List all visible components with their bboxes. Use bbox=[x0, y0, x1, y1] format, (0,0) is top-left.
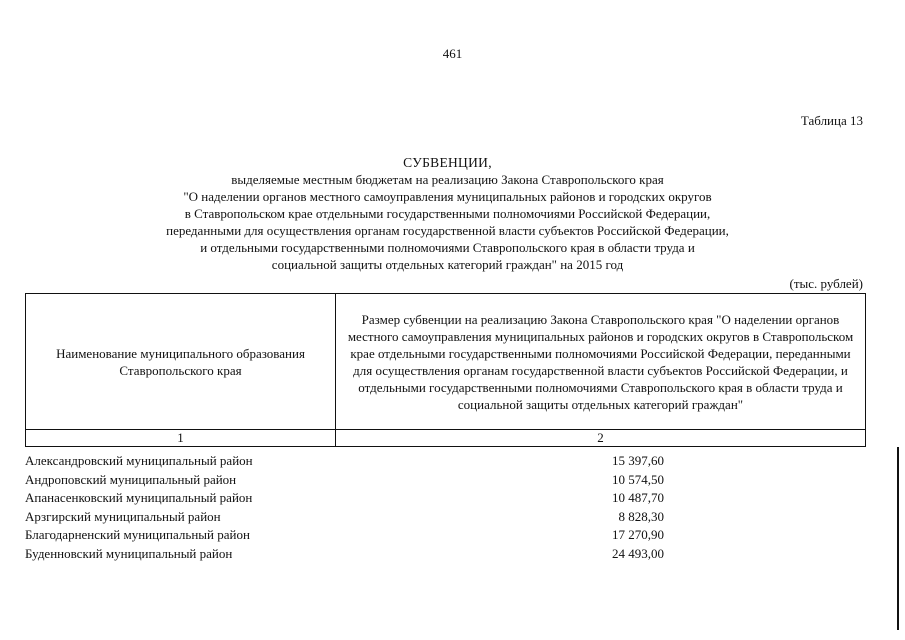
title-block bbox=[60, 154, 835, 273]
row-value: 8 828,30 bbox=[618, 508, 664, 524]
table-row bbox=[25, 489, 866, 508]
row-value: 10 574,50 bbox=[612, 471, 664, 487]
row-name: Александровский муниципальный район bbox=[25, 453, 253, 468]
units-label: (тыс. рублей) bbox=[789, 276, 863, 291]
title-line: социальной защиты отдельных категорий граждан" на 2015 год bbox=[271, 257, 624, 272]
table-row bbox=[25, 452, 866, 471]
title-line: выделяемые местным бюджетам на реализацию Закона Ставропольского края bbox=[231, 172, 664, 187]
page-number: 461 bbox=[442, 46, 463, 61]
row-name: Андроповский муниципальный район bbox=[25, 471, 237, 487]
title-line: в Ставропольском крае отдельными государственными полномочиями Российской Федерации, bbox=[184, 206, 711, 221]
header-municipality: Наименование муниципального образования Ставропольского края bbox=[26, 294, 336, 430]
row-name: Апанасенковский муниципальный район bbox=[25, 490, 253, 506]
table-label: Таблица 13 bbox=[800, 113, 863, 128]
row-value: 24 493,00 bbox=[612, 545, 664, 561]
row-name: Благодарненский муниципальный район bbox=[25, 527, 250, 543]
table-row bbox=[25, 545, 866, 564]
row-value: 10 487,70 bbox=[612, 490, 664, 506]
table-row bbox=[25, 471, 866, 490]
title-line: и отдельными государственными полномочиями Ставропольского края в области труда и bbox=[200, 240, 695, 255]
column-number-row bbox=[26, 430, 866, 447]
title-line: "О наделении органов местного самоуправления муниципальных районов и городских округов bbox=[183, 189, 712, 204]
table-row bbox=[25, 526, 866, 545]
table-body bbox=[25, 452, 866, 564]
table-header-row bbox=[26, 294, 866, 430]
row-name: Буденновский муниципальный район bbox=[25, 545, 233, 561]
row-value: 15 397,60 bbox=[612, 453, 664, 468]
column-number-2: 2 bbox=[336, 430, 866, 447]
subsidy-table-header bbox=[25, 293, 866, 447]
title-heading: СУБВЕНЦИИ, bbox=[403, 155, 492, 170]
column-number-1: 1 bbox=[26, 430, 336, 447]
table-row bbox=[25, 508, 866, 527]
row-value: 17 270,90 bbox=[612, 527, 664, 543]
scan-margin-line bbox=[897, 447, 899, 630]
row-name: Арзгирский муниципальный район bbox=[25, 508, 221, 524]
title-line: переданными для осуществления органам государственной власти субъектов Российской Федерации, bbox=[166, 223, 729, 238]
header-subsidy-amount: Размер субвенции на реализацию Закона Ставропольского края "О наделении органов местного самоуправления муниципальных районов и городских округов в Ставропольском крае отдельными государственными полномочиями Российской Федерации, переданными для осуществления органам государственной власти субъектов Российской Федерации, и отдельными государственными полномочиями Ставропольского края в области труда и социальной защиты отдельных категорий граждан" bbox=[336, 294, 866, 430]
